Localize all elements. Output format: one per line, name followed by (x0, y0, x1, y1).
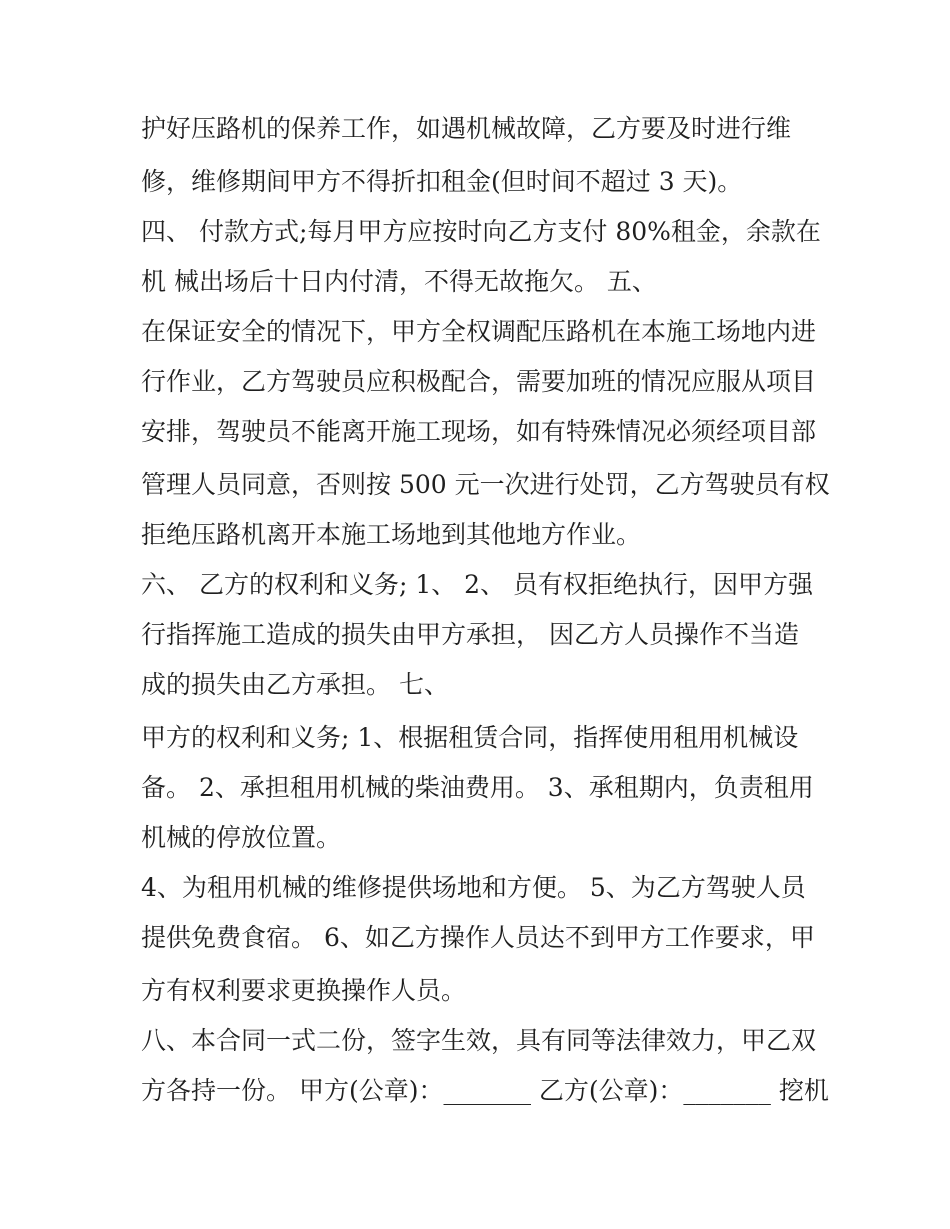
text-line: 在保证安全的情况下，甲方全权调配压路机在本施工场地内进 (141, 317, 817, 346)
text-line: 护好压路机的保养工作，如遇机械故障，乙方要及时进行维 (141, 114, 792, 143)
text-line: 机械的停放位置。 (141, 823, 342, 852)
text-line: 拒绝压路机离开本施工场地到其他地方作业。 (141, 520, 642, 549)
text-line: 甲方的权利和义务; 1、根据租赁合同，指挥使用租用机械设 (141, 723, 799, 752)
text-line: 行作业，乙方驾驶员应积极配合，需要加班的情况应服从项目 (141, 367, 817, 396)
text-line: 方各持一份。 甲方(公章)：_______ 乙方(公章)：_______ 挖机 (141, 1076, 829, 1105)
text-line: 管理人员同意，否则按 500 元一次进行处罚，乙方驾驶员有权 (141, 470, 830, 499)
text-line: 成的损失由乙方承担。 七、 (141, 670, 449, 699)
text-line: 机 械出场后十日内付清，不得无故拖欠。 五、 (141, 267, 657, 296)
text-line: 行指挥施工造成的损失由甲方承担， 因乙方人员操作不当造 (141, 620, 799, 649)
text-line: 4、为租用机械的维修提供场地和方便。 5、为乙方驾驶人员 (141, 873, 806, 902)
text-line: 四、 付款方式;每月甲方应按时向乙方支付 80%租金，余款在 (141, 217, 821, 246)
text-line: 修，维修期间甲方不得折扣租金(但时间不超过 3 天)。 (141, 167, 743, 196)
text-line: 安排，驾驶员不能离开施工现场，如有特殊情况必须经项目部 (141, 417, 817, 446)
text-line: 八、本合同一式二份，签字生效，具有同等法律效力，甲乙双 (141, 1026, 817, 1055)
text-line: 六、 乙方的权利和义务; 1、 2、 员有权拒绝执行，因甲方强 (141, 570, 814, 599)
text-line: 备。 2、承担租用机械的柴油费用。 3、承租期内，负责租用 (141, 773, 814, 802)
text-line: 方有权利要求更换操作人员。 (141, 976, 467, 1005)
text-line: 提供免费食宿。 6、如乙方操作人员达不到甲方工作要求，甲 (141, 923, 815, 952)
